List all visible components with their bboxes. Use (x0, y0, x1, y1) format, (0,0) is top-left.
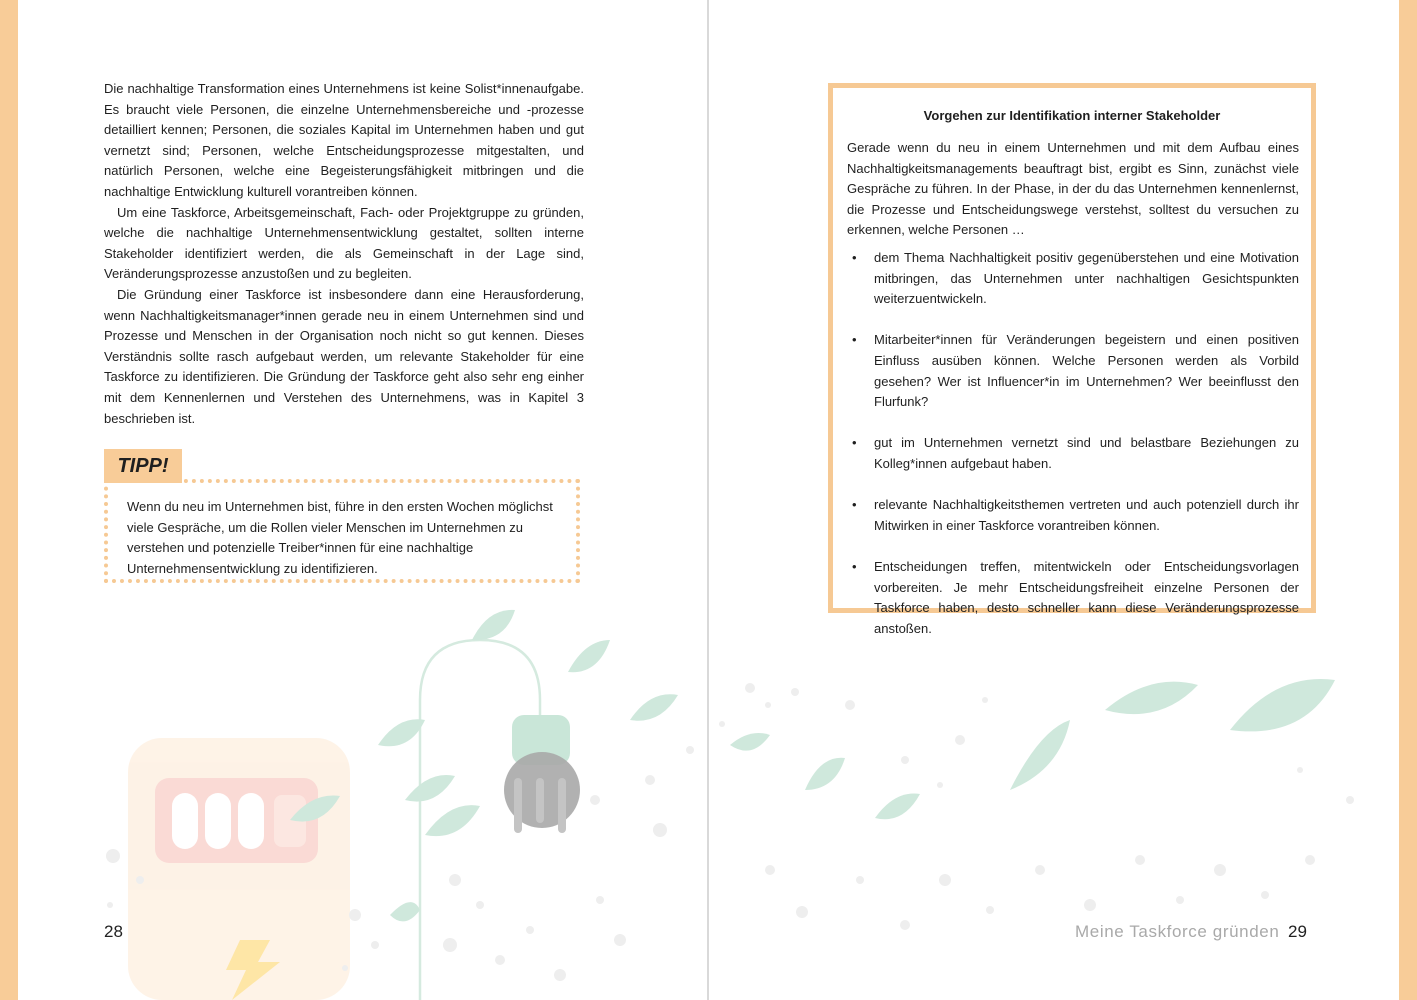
list-item (847, 557, 1299, 639)
list-item (847, 330, 1299, 412)
list-item (847, 248, 1299, 310)
paragraph: Die Gründung einer Taskforce ist insbesondere dann eine Herausforderung, wenn Nachhaltigkeitsmanager*innen gerade neu in einem Unternehmen sind und Prozesse und Menschen in der Organisation noch nicht so gut kennen. Dieses Verständnis sollte rasch aufgebaut werden, um relevante Stakeholder für eine Taskforce zu identifizieren. Die Gründung der Taskforce geht also sehr eng einher mit dem Kennenlernen und Verstehen des Unternehmens, was in Kapitel 3 beschrieben ist. (104, 286, 584, 426)
page-number-left: 28 (104, 922, 123, 941)
tip-label-text: TIPP! (117, 454, 169, 477)
bullet-icon: • (852, 497, 857, 513)
info-box-intro: Gerade wenn du neu in einem Unternehmen und mit dem Aufbau eines Nachhaltigkeitsmanagements beauftragt bist, ergibt es Sinn, zunächst viele Gespräche zu führen. In der Phase, in der du das Unternehmen kennenlernst, die Prozesse und Entscheidungswege verstehst, solltest du versuchen zu erkennen, welche Personen … (847, 140, 1299, 238)
bullet-icon: • (852, 332, 857, 348)
list-item-text: dem Thema Nachhaltigkeit positiv gegenüberstehen und eine Motivation mitbringen, das Unternehmen unter nachhaltigen Gesichtspunkten weiterzuentwickeln. (874, 250, 1299, 307)
page-edge-right (1399, 0, 1417, 1000)
bullet-icon: • (852, 558, 857, 574)
list-item-text: relevante Nachhaltigkeitsthemen vertreten und auch potenziell durch ihr Mitwirken in einer Taskforce vorantreiben können. (874, 497, 1299, 533)
tip-label (104, 449, 182, 483)
info-box (828, 83, 1316, 636)
list-item-text: gut im Unternehmen vernetzt sind und belastbare Beziehungen zu Kolleg*innen aufgebaut haben. (874, 435, 1299, 471)
page-number-right: 29 (1288, 922, 1307, 941)
list-item-text: Mitarbeiter*innen für Veränderungen begeistern und einen positiven Einfluss ausüben können. Welche Personen werden als Vorbild gesehen? Wer ist Influencer*in im Unternehmen? Wer beeinflusst den Flurfunk? (874, 332, 1299, 410)
paragraph: Die nachhaltige Transformation eines Unternehmens ist keine Solist*innenaufgabe. Es braucht viele Personen, die einzelne Unternehmensbereiche und -prozesse detailliert kennen; Personen, die soziales Kapital im Unternehmen haben und gut vernetzt sind; Personen, welche Entscheidungsprozesse mitgestalten, und natürlich Personen, welche eine Begeisterungsfähigkeit mitbringen und die nachhaltige Entwicklung kulturell vorantreiben können. (104, 81, 584, 199)
tip-box (104, 479, 580, 583)
page-edge-left (0, 0, 18, 1000)
list-item (847, 495, 1299, 536)
info-box-title: Vorgehen zur Identifikation interner Stakeholder (923, 108, 1221, 123)
list-item-text: Entscheidungen treffen, mitentwickeln oder Entscheidungsvorlagen vorbereiten. Je mehr Entscheidungsfreiheit einzelne Personen der Taskforce haben, desto schneller kann diese Veränderungsprozesse anstoßen. (874, 558, 1299, 636)
bullet-icon: • (852, 435, 857, 451)
list-item (847, 433, 1299, 474)
book-gutter (707, 0, 709, 1000)
info-box-list (847, 248, 1299, 660)
bullet-icon: • (852, 250, 857, 265)
tip-text: Wenn du neu im Unternehmen bist, führe in den ersten Wochen möglichst viele Gespräche, um die Rollen vieler Menschen im Unternehmen zu verstehen und potenzielle Treiber*innen für eine nachhaltige Unternehmensentwicklung zu identifizieren. (127, 499, 553, 576)
body-text (104, 79, 584, 429)
paragraph: Um eine Taskforce, Arbeitsgemeinschaft, Fach- oder Projektgruppe zu gründen, welche die nachhaltige Unternehmensentwicklung gestaltet, sollten interne Stakeholder identifiziert werden, die als Gemeinschaft in der Lage sind, Veränderungsprozesse anzustoßen und zu begleiten. (104, 204, 584, 282)
running-head: Meine Taskforce gründen (1075, 922, 1280, 941)
